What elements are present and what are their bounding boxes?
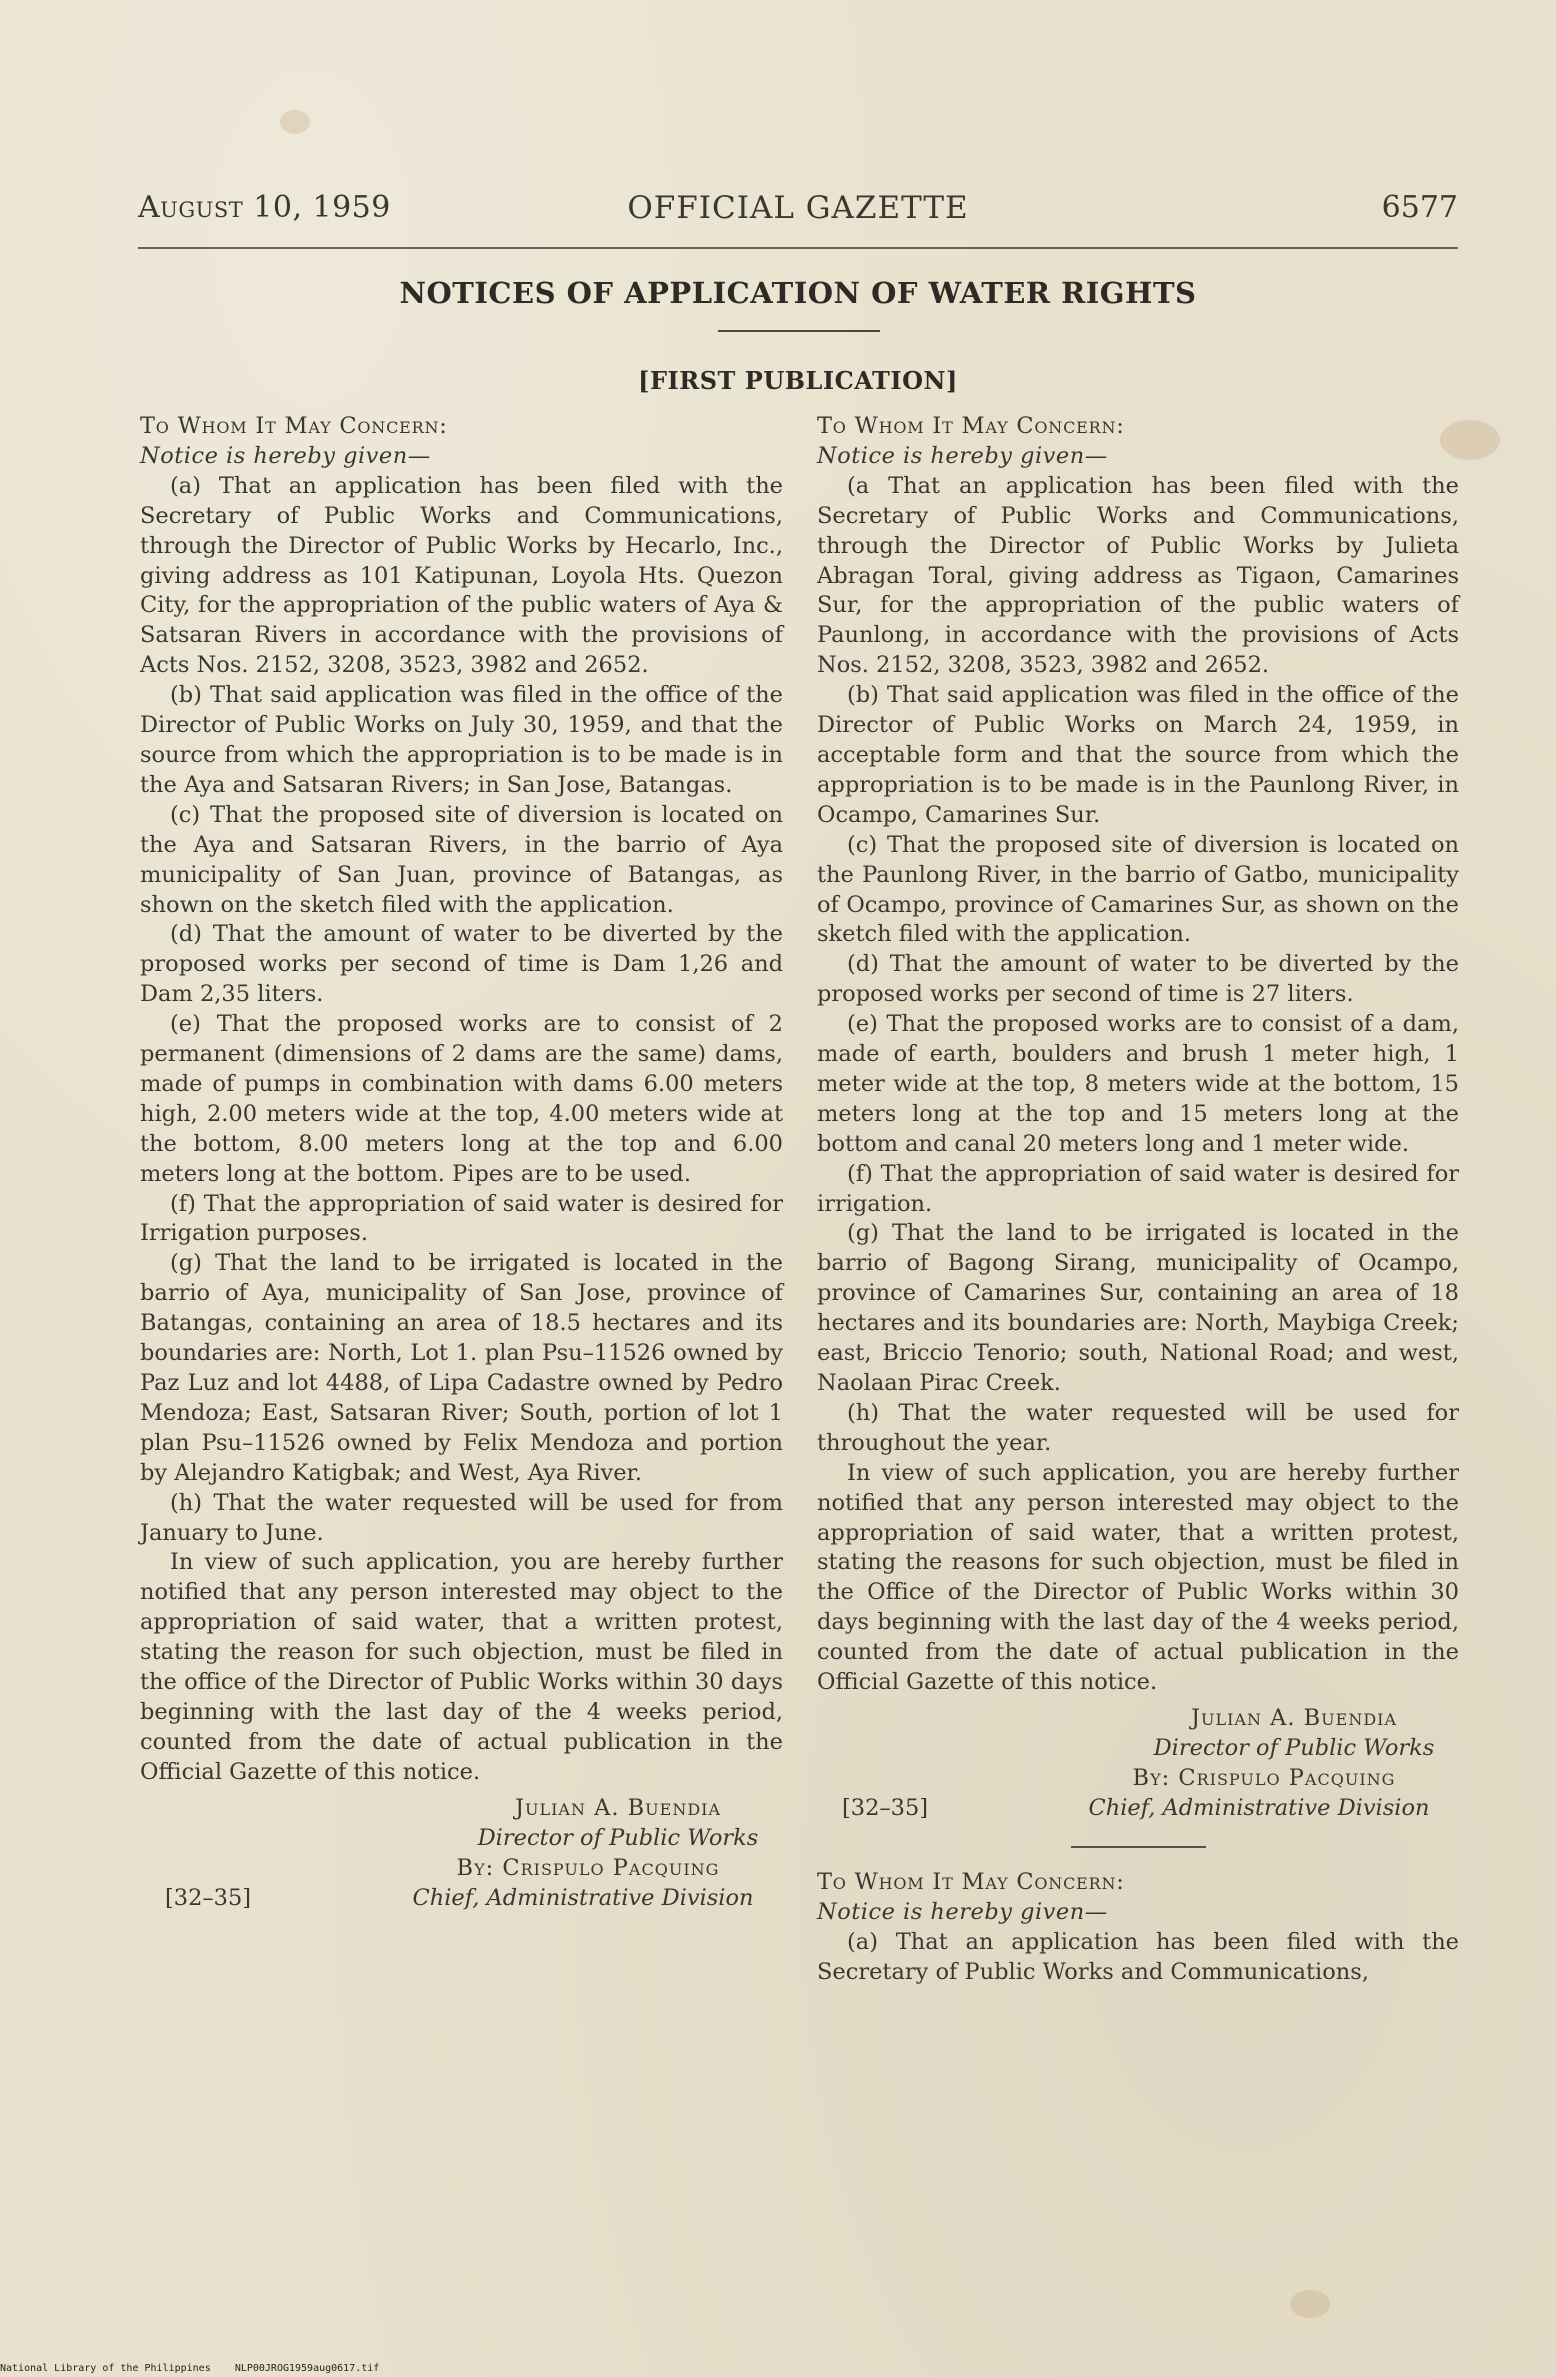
paragraph-g: (g) That the land to be irrigated is located in the barrio of Bagong Sirang, municipality of Ocampo, province of Camarines Sur, containing an area of 18 hectares and its boundaries are: North, Maybiga Creek; east, Briccio Tenorio; south, National Road; and west, Naolaan Pirac Creek.	[817, 1220, 1459, 1396]
paragraph-a: (a) That an application has been filed with the Secretary of Public Works and Communications, through the Director of Public Works by Hecarlo, Inc., giving address as 101 Katipunan, Loyola Hts. Quezon City, for the appropriation of the public waters of Aya & Satsaran Rivers in accordance with the provisions of Acts Nos. 2152, 3208, 3523, 3982 and 2652.	[140, 472, 783, 679]
notice-separator	[1071, 1846, 1206, 1848]
salutation: To Whom It May Concern:	[817, 413, 1125, 439]
signer-name: Julian A. Buendia	[1190, 1704, 1398, 1731]
paper-stain	[1290, 2290, 1330, 2318]
left-column	[140, 412, 783, 1914]
closing-paragraph: In view of such application, you are hereby further notified that any person interested may object to the appropriation of said water, that a written protest, stating the reason for such objection, must be filed in the office of the Director of Public Works within 30 days beginning with the last day of the 4 weeks period, counted from the date of actual publication in the Official Gazette of this notice.	[140, 1549, 783, 1785]
notice-intro: Notice is hereby given—	[817, 1898, 1108, 1925]
scan-footer	[0, 2363, 379, 2374]
closing-paragraph: In view of such application, you are hereby further notified that any person interested may object to the appropriation of said water, that a written protest, stating the reasons for such objection, must be filed in the Office of the Director of Public Works within 30 days beginning with the last day of the 4 weeks period, counted from the date of actual publication in the Official Gazette of this notice.	[817, 1459, 1459, 1696]
salutation: To Whom It May Concern:	[817, 1868, 1125, 1895]
library-name: National Library of the Philippines	[0, 2363, 211, 2374]
header-rule	[138, 247, 1458, 249]
scan-filename: NLP00JROG1959aug0617.tif	[234, 2363, 380, 2374]
paragraph-f: (f) That the appropriation of said water is desired for Irrigation purposes.	[140, 1190, 783, 1247]
signer-title: Director of Public Works	[477, 1824, 759, 1851]
signer-title: Director of Public Works	[1153, 1734, 1435, 1761]
salutation: To Whom It May Concern:	[140, 413, 448, 439]
section-title: NOTICES OF APPLICATION OF WATER RIGHTS	[399, 276, 1197, 310]
notice-intro: Notice is hereby given—	[817, 442, 1108, 469]
paragraph-c: (c) That the proposed site of diversion is located on the Paunlong River, in the barrio of Gatbo, municipality of Ocampo, province of Camarines Sur, as shown on the sketch filed with the application.	[817, 831, 1459, 948]
paragraph-f: (f) That the appropriation of said water is desired for irrigation.	[817, 1160, 1459, 1217]
page-header	[138, 190, 1458, 240]
issue-date: August 10, 1959	[138, 190, 391, 225]
paragraph-a: (a That an application has been filed with the Secretary of Public Works and Communications, through the Director of Public Works by Julieta Abragan Toral, giving address as Tigaon, Camarines Sur, for the appropriation of the public waters of Paunlong, in accordance with the provisions of Acts Nos. 2152, 3208, 3523, 3982 and 2652.	[817, 472, 1459, 679]
paragraph-d: (d) That the amount of water to be diverted by the proposed works per second of time is 27 liters.	[817, 951, 1459, 1008]
by-line: By: Crispulo Pacquing	[456, 1854, 720, 1881]
paragraph-b: (b) That said application was filed in the office of the Director of Public Works on March 24, 1959, in acceptable form and that the source from which the appropriation is to be made is in the Paunlong River, in Ocampo, Camarines Sur.	[817, 682, 1459, 828]
signer-name: Julian A. Buendia	[514, 1794, 722, 1821]
paragraph-g: (g) That the land to be irrigated is located in the barrio of Aya, municipality of San Jose, province of Batangas, containing an area of 18.5 hectares and its boundaries are: North, Lot 1. plan Psu–11526 owned by Paz Luz and lot 4488, of Lipa Cadastre owned by Pedro Mendoza; East, Satsaran River; South, portion of lot 1 plan Psu–11526 owned by Felix Mendoza and portion by Alejandro Katigbak; and West, Aya River.	[140, 1250, 783, 1486]
paragraph-e: (e) That the proposed works are to consist of 2 permanent (dimensions of 2 dams are the same) dams, made of pumps in combination with dams 6.00 meters high, 2.00 meters wide at the top, 4.00 meters wide at the bottom, 8.00 meters long at the top and 6.00 meters long at the bottom. Pipes are to be used.	[140, 1011, 783, 1187]
paper-stain	[280, 110, 310, 134]
title-rule	[718, 330, 880, 332]
signature-block	[817, 1704, 1459, 1824]
paragraph-e: (e) That the proposed works are to consist of a dam, made of earth, boulders and brush 1 meter high, 1 meter wide at the top, 8 meters wide at the bottom, 15 meters long at the top and 15 meters long at the bottom and canal 20 meters long and 1 meter wide.	[817, 1011, 1459, 1157]
by-title: Chief, Administrative Division	[412, 1884, 754, 1911]
page-number: 6577	[1381, 190, 1458, 225]
paragraph-c: (c) That the proposed site of diversion is located on the Aya and Satsaran Rivers, in the barrio of Aya municipality of San Juan, province of Batangas, as shown on the sketch filed with the application.	[140, 801, 783, 918]
publication-reference: [32–35]	[165, 1884, 252, 1911]
publication-label: [FIRST PUBLICATION]	[638, 366, 958, 395]
paragraph-d: (d) That the amount of water to be diverted by the proposed works per second of time is Dam 1,26 and Dam 2,35 liters.	[140, 921, 783, 1008]
signature-block	[140, 1794, 783, 1914]
publication-reference: [32–35]	[842, 1794, 929, 1821]
paragraph-b: (b) That said application was filed in the office of the Director of Public Works on July 30, 1959, and that the source from which the appropriation is to be made is in the Aya and Satsaran Rivers; in San Jose, Batangas.	[140, 682, 783, 798]
publication-title: OFFICIAL GAZETTE	[627, 190, 969, 226]
by-title: Chief, Administrative Division	[1088, 1794, 1430, 1821]
by-line: By: Crispulo Pacquing	[1132, 1764, 1396, 1791]
paragraph-a: (a) That an application has been filed with the Secretary of Public Works and Communications,	[817, 1928, 1459, 1985]
paragraph-h: (h) That the water requested will be used for from January to June.	[140, 1489, 783, 1546]
right-column	[817, 412, 1459, 1988]
paragraph-h: (h) That the water requested will be used for throughout the year.	[817, 1399, 1459, 1456]
notice-intro: Notice is hereby given—	[140, 442, 431, 469]
